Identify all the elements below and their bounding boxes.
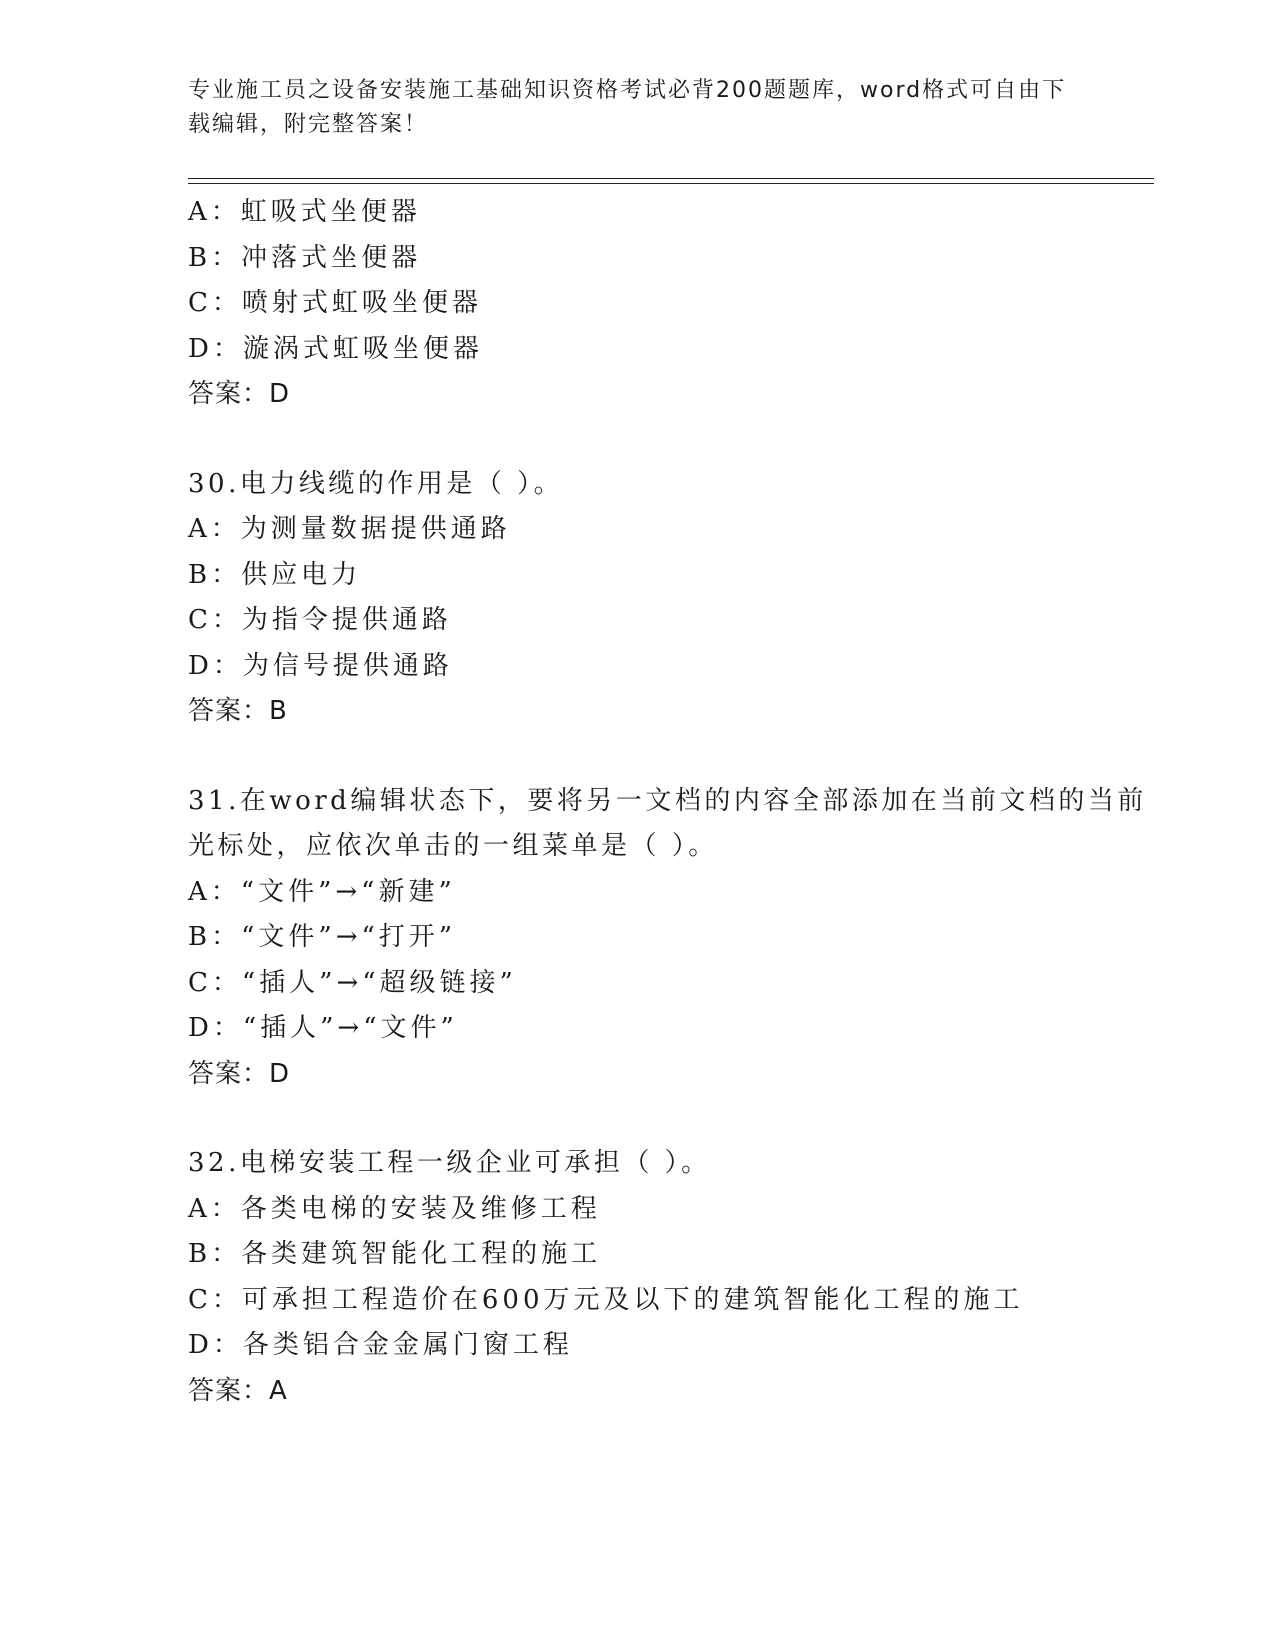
option-d: D：各类铝合金金属门窗工程 <box>188 1330 573 1360</box>
option-c: C：“插人”→“超级链接” <box>188 967 517 998</box>
option-b: B：冲落式坐便器 <box>188 242 422 273</box>
answer: 答案：A <box>188 1375 288 1406</box>
header-title: 专业施工员之设备安装施工基础知识资格考试必背200题题库，word格式可自由下载编辑，附完整答案！ <box>188 78 1067 137</box>
option-d: D：“插人”→“文件” <box>188 1013 458 1043</box>
header-divider <box>188 178 1154 184</box>
option-a: A：为测量数据提供通路 <box>188 514 511 544</box>
option-a: A：“文件”→“新建” <box>188 876 456 907</box>
answer: 答案：B <box>188 696 288 726</box>
option-c: C：喷射式虹吸坐便器 <box>188 288 482 318</box>
document-header <box>188 74 1068 142</box>
answer: 答案：D <box>188 1058 291 1089</box>
question-29-continued <box>188 190 1148 418</box>
question-stem: 30.电力线缆的作用是（ ）。 <box>188 468 564 499</box>
question-32 <box>188 1141 1148 1414</box>
option-b: B：各类建筑智能化工程的施工 <box>188 1239 602 1269</box>
question-31 <box>188 779 1148 1098</box>
question-list <box>188 190 1148 1414</box>
question-stem: 31.在word编辑状态下，要将另一文档的内容全部添加在当前文档的当前光标处，应依次单击的一组菜单是（ ）。 <box>188 785 1147 861</box>
option-b: B：供应电力 <box>188 559 362 590</box>
question-stem: 32.电梯安装工程一级企业可承担（ ）。 <box>188 1148 711 1178</box>
option-d: D：为信号提供通路 <box>188 650 453 681</box>
option-a: A：虹吸式坐便器 <box>188 197 421 227</box>
question-30 <box>188 462 1148 735</box>
option-a: A：各类电梯的安装及维修工程 <box>188 1193 601 1224</box>
option-b: B：“文件”→“打开” <box>188 922 457 952</box>
option-d: D：漩涡式虹吸坐便器 <box>188 333 483 364</box>
answer: 答案：D <box>188 379 291 409</box>
option-c: C：可承担工程造价在600万元及以下的建筑智能化工程的施工 <box>188 1284 1024 1315</box>
option-c: C：为指令提供通路 <box>188 605 452 635</box>
